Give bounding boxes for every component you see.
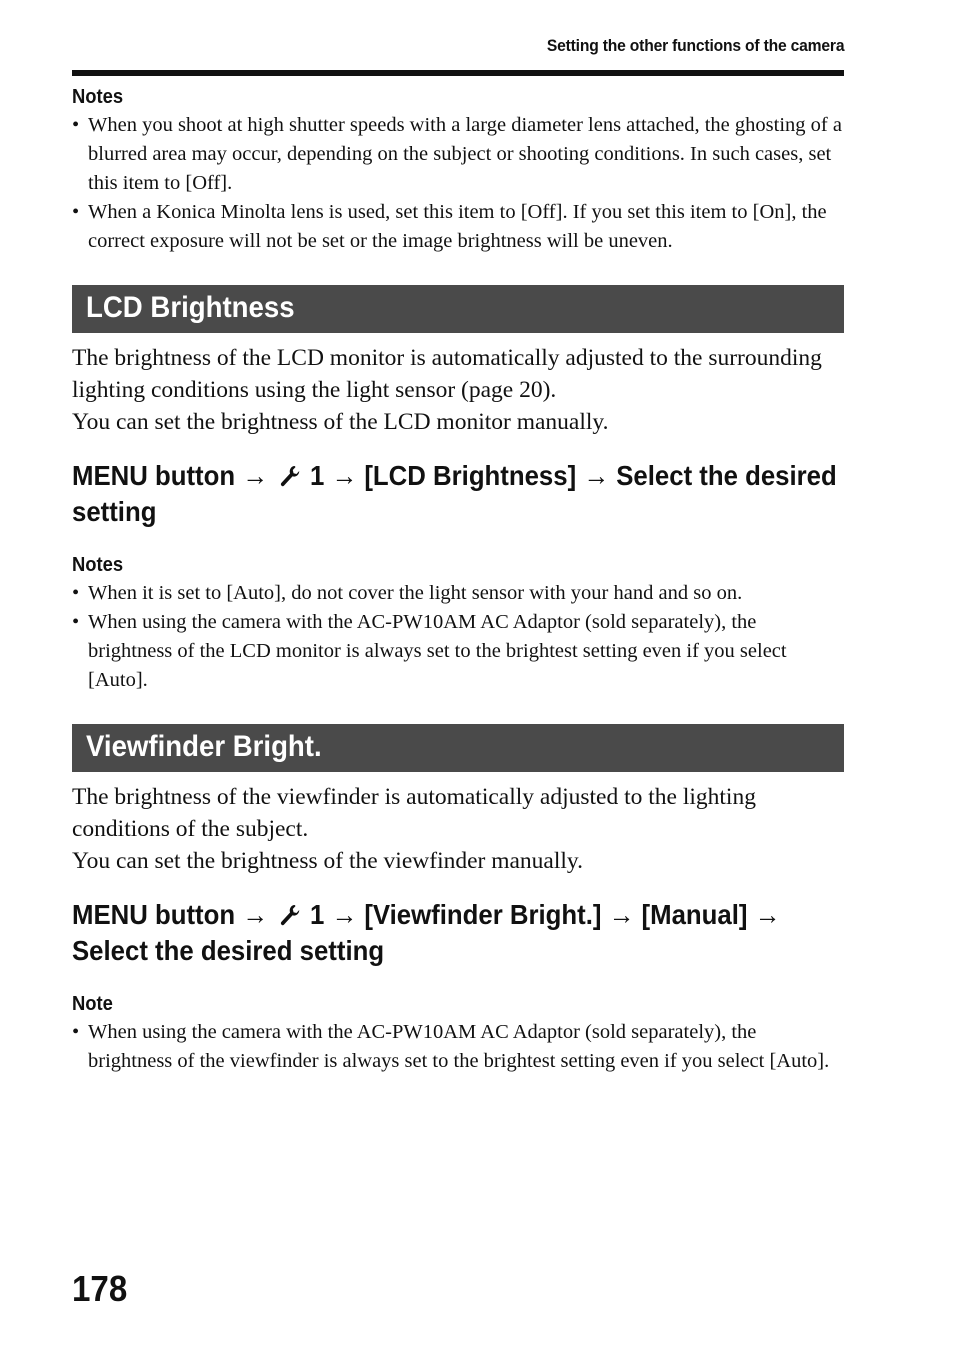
- running-header: Setting the other functions of the camera: [546, 36, 844, 55]
- arrow-icon: →: [331, 460, 358, 491]
- arrow-icon: →: [583, 460, 610, 491]
- body-paragraph: You can set the brightness of the viewfinder manually.: [72, 848, 584, 874]
- menu-label: MENU button: [72, 899, 236, 930]
- lcd-menu-path: [72, 458, 840, 530]
- menu-item: [Viewfinder Bright.]: [364, 899, 602, 930]
- section-heading-lcd-brightness: [72, 285, 844, 333]
- header-rule: [72, 70, 844, 76]
- menu-item: [LCD Brightness]: [364, 460, 577, 491]
- viewfinder-body: [72, 781, 844, 877]
- body-paragraph: The brightness of the viewfinder is automatically adjusted to the lighting conditions of the subject.: [72, 784, 756, 842]
- arrow-icon: →: [331, 899, 358, 930]
- menu-action: Select the desired setting: [72, 460, 837, 527]
- notes-list: [72, 579, 844, 695]
- notes-list: [72, 1018, 844, 1076]
- note-item: • When you shoot at high shutter speeds with a large diameter lens attached, the ghosting of a blurred area may occur, depending on the subject or shooting conditions. In such cases, set this item to [Off].: [72, 111, 844, 198]
- section-title: Viewfinder Bright.: [86, 730, 322, 763]
- menu-label: MENU button: [72, 460, 236, 491]
- viewfinder-menu-path: [72, 897, 840, 969]
- note-item: • When a Konica Minolta lens is used, set this item to [Off]. If you set this item to [On], the correct exposure will not be set or the image brightness will be uneven.: [72, 198, 844, 256]
- section-heading-viewfinder-bright: [72, 724, 844, 772]
- wrench-icon: [279, 903, 301, 927]
- notes-heading: Note: [72, 993, 113, 1015]
- menu-action: Select the desired setting: [72, 935, 385, 966]
- page-number: 178: [72, 1268, 128, 1309]
- lcd-notes: [72, 554, 844, 695]
- body-paragraph: You can set the brightness of the LCD monitor manually.: [72, 409, 609, 435]
- arrow-icon: →: [242, 460, 269, 491]
- wrench-icon: [279, 464, 301, 488]
- section-title: LCD Brightness: [86, 291, 295, 324]
- viewfinder-notes: [72, 993, 844, 1076]
- note-item: • When using the camera with the AC-PW10AM AC Adaptor (sold separately), the brightness of the viewfinder is always set to the brightest setting even if you select [Auto].: [72, 1018, 844, 1076]
- tab-number: 1: [309, 460, 325, 491]
- tab-number: 1: [309, 899, 325, 930]
- body-paragraph: The brightness of the LCD monitor is automatically adjusted to the surrounding lighting conditions using the light sensor (page 20).: [72, 345, 822, 403]
- note-item: • When it is set to [Auto], do not cover the light sensor with your hand and so on.: [72, 579, 844, 608]
- arrow-icon: →: [608, 899, 635, 930]
- notes-list: [72, 111, 844, 256]
- note-item: • When using the camera with the AC-PW10AM AC Adaptor (sold separately), the brightness of the LCD monitor is always set to the brightest setting even if you select [Auto].: [72, 608, 844, 695]
- notes-top: [72, 86, 844, 256]
- arrow-icon: →: [242, 899, 269, 930]
- notes-heading: Notes: [72, 86, 124, 108]
- notes-heading: Notes: [72, 554, 124, 576]
- arrow-icon: →: [754, 899, 781, 930]
- lcd-body: [72, 342, 844, 438]
- menu-option: [Manual]: [641, 899, 748, 930]
